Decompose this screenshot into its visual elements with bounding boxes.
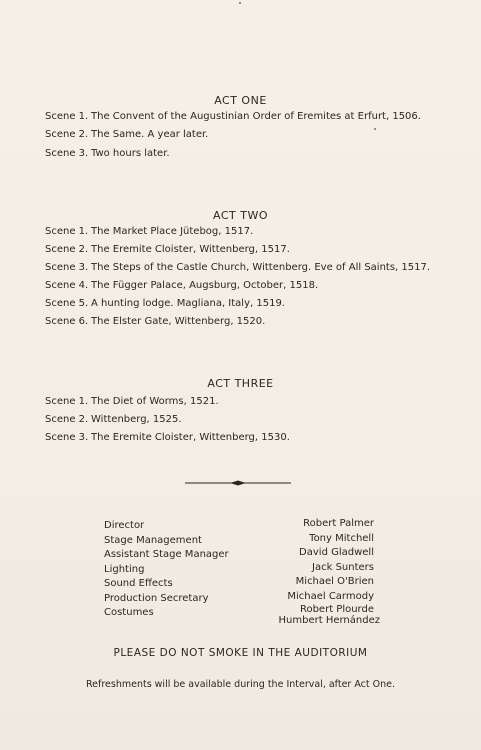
- scene-label: Scene 4.: [45, 280, 89, 291]
- ornamental-divider: [185, 480, 291, 486]
- act-one-heading: ACT ONE: [214, 94, 267, 107]
- credit-name: Tony Mitchell: [309, 532, 374, 544]
- paper-speck: [239, 2, 241, 4]
- credit-name-extra: Humbert Hernández: [278, 615, 380, 626]
- scene-label: Scene 2.: [45, 129, 89, 140]
- act-three-scene-1: [45, 395, 219, 409]
- scene-description: Two hours later.: [91, 148, 170, 159]
- credit-role: Stage Management: [104, 534, 202, 546]
- scene-description: The Steps of the Castle Church, Wittenberg. Eve of All Saints, 1517.: [91, 262, 431, 273]
- credits-names: [278, 517, 380, 630]
- credit-name: Michael O'Brien: [295, 576, 374, 587]
- paper-speck: [374, 128, 376, 130]
- scene-description: The Market Place Jütebog, 1517.: [91, 226, 254, 237]
- credit-role: Costumes: [104, 607, 154, 618]
- credit-role: Assistant Stage Manager: [104, 549, 229, 560]
- scene-description: The Diet of Worms, 1521.: [91, 396, 219, 407]
- credit-name: Michael Carmody: [287, 590, 374, 602]
- scene-label: Scene 2.: [45, 414, 89, 425]
- credit-role: Lighting: [104, 563, 145, 575]
- scene-label: Scene 1.: [45, 226, 89, 237]
- act-two-scene-1: [45, 225, 253, 239]
- credit-role: Production Secretary: [104, 592, 209, 604]
- act-three-scene-3: [45, 431, 290, 445]
- act-two-scene-3: [45, 261, 430, 275]
- act-one-scene-2: [45, 128, 208, 142]
- act-two-heading: ACT TWO: [213, 209, 268, 222]
- scene-description: The Eremite Cloister, Wittenberg, 1530.: [91, 432, 290, 443]
- scene-label: Scene 2.: [45, 244, 89, 255]
- act-two-scene-4: [45, 279, 318, 293]
- credit-name: David Gladwell: [299, 547, 374, 558]
- scene-description: The Elster Gate, Wittenberg, 1520.: [91, 316, 266, 327]
- scene-label: Scene 3.: [45, 262, 89, 273]
- scene-label: Scene 1.: [45, 396, 89, 407]
- act-one-scene-1: [45, 110, 421, 124]
- act-three-heading: ACT THREE: [207, 377, 274, 390]
- scene-label: Scene 1.: [45, 111, 89, 122]
- credit-name: Robert Plourde: [299, 604, 374, 615]
- act-two-scene-2: [45, 243, 290, 257]
- scene-description: The Same. A year later.: [91, 129, 209, 140]
- refreshments-notice: Refreshments will be available during the Interval, after Act One.: [85, 679, 396, 690]
- scene-description: Wittenberg, 1525.: [91, 414, 182, 425]
- act-one-scene-3: [45, 147, 170, 161]
- credit-role: Director: [104, 520, 145, 531]
- no-smoking-notice: PLEASE DO NOT SMOKE IN THE AUDITORIUM: [113, 647, 368, 659]
- act-two-scene-6: [45, 315, 265, 329]
- scene-description: A hunting lodge. Magliana, Italy, 1519.: [91, 298, 285, 309]
- scene-description: The Függer Palace, Augsburg, October, 1518.: [91, 280, 319, 291]
- credits-roles: [104, 519, 229, 621]
- scene-label: Scene 6.: [45, 316, 89, 327]
- act-two-scene-5: [45, 297, 285, 311]
- scene-description: The Convent of the Augustinian Order of Eremites at Erfurt, 1506.: [91, 111, 421, 122]
- credit-name: Jack Sunters: [312, 561, 374, 573]
- credit-name: Robert Palmer: [303, 518, 374, 529]
- credit-role: Sound Effects: [104, 578, 173, 589]
- scene-label: Scene 3.: [45, 148, 89, 159]
- scene-label: Scene 3.: [45, 432, 89, 443]
- scene-description: The Eremite Cloister, Wittenberg, 1517.: [91, 244, 290, 255]
- act-three-scene-2: [45, 413, 182, 427]
- scene-label: Scene 5.: [45, 298, 89, 309]
